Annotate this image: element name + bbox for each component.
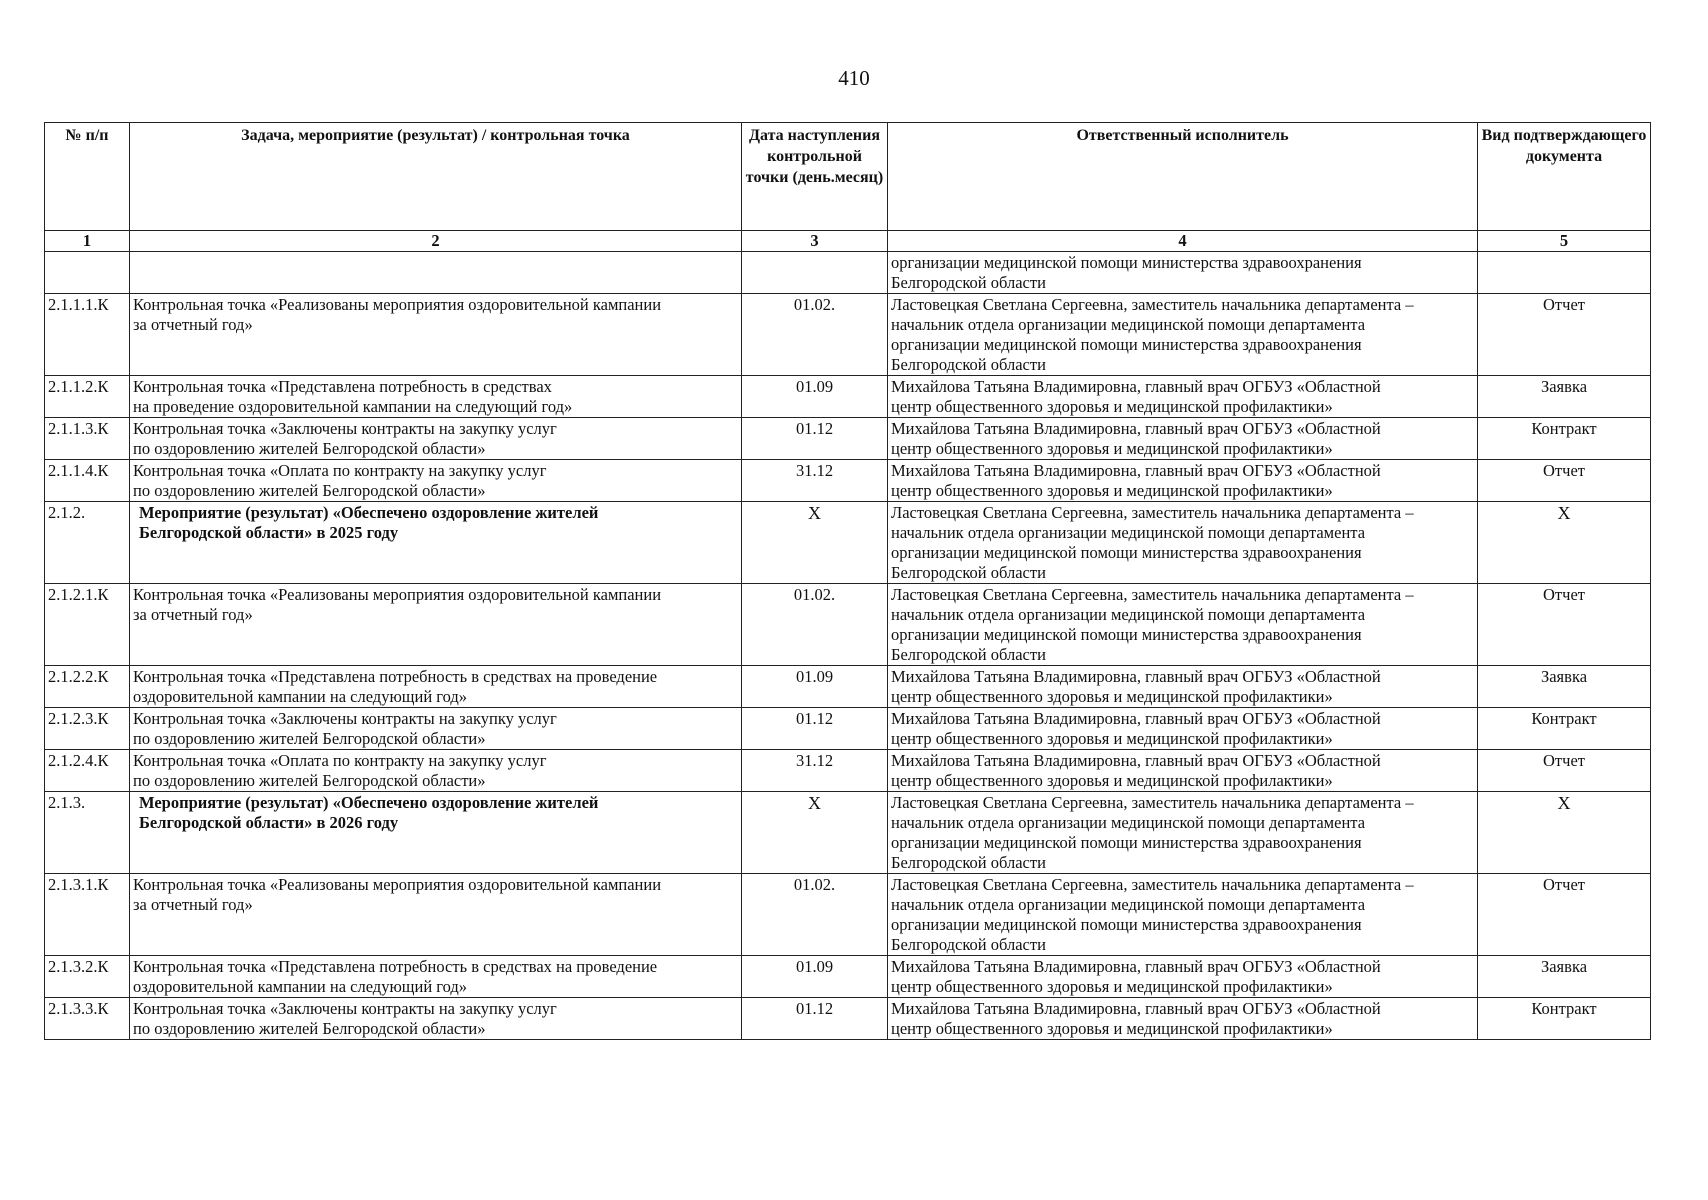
cell-number: 2.1.3.1.К [45, 874, 130, 956]
cell-number: 2.1.3.3.К [45, 998, 130, 1040]
cell-responsible: Михайлова Татьяна Владимировна, главный врач ОГБУЗ «Областной центр общественного здоровья и медицинской профилактики» [888, 666, 1478, 708]
cell-date: X [742, 792, 888, 874]
cell-number: 2.1.1.4.К [45, 460, 130, 502]
cell-date [742, 252, 888, 294]
cell-doc-type: Контракт [1478, 708, 1651, 750]
col-number: 4 [888, 231, 1478, 252]
col-number: 1 [45, 231, 130, 252]
cell-responsible: Михайлова Татьяна Владимировна, главный врач ОГБУЗ «Областной центр общественного здоровья и медицинской профилактики» [888, 998, 1478, 1040]
header-doc-type: Вид подтверждающего документа [1478, 123, 1651, 231]
cell-number: 2.1.1.1.К [45, 294, 130, 376]
cell-responsible: Михайлова Татьяна Владимировна, главный врач ОГБУЗ «Областной центр общественного здоровья и медицинской профилактики» [888, 708, 1478, 750]
cell-doc-type: X [1478, 502, 1651, 584]
cell-number: 2.1.3. [45, 792, 130, 874]
cell-task: Контрольная точка «Реализованы мероприятия оздоровительной кампании за отчетный год» [130, 294, 742, 376]
table-row [45, 666, 1651, 708]
cell-doc-type: Отчет [1478, 750, 1651, 792]
cell-number: 2.1.2.1.К [45, 584, 130, 666]
cell-task: Мероприятие (результат) «Обеспечено оздоровление жителей Белгородской области» в 2026 году [130, 792, 742, 874]
table-row [45, 956, 1651, 998]
cell-date: 31.12 [742, 750, 888, 792]
cell-date: 01.09 [742, 376, 888, 418]
table-body [45, 252, 1651, 1040]
header-num: № п/п [45, 123, 130, 231]
table-row [45, 376, 1651, 418]
cell-task: Контрольная точка «Оплата по контракту на закупку услуг по оздоровлению жителей Белгородской области» [130, 750, 742, 792]
cell-date: X [742, 502, 888, 584]
header-row [45, 123, 1651, 231]
cell-date: 01.02. [742, 874, 888, 956]
cell-doc-type: Заявка [1478, 956, 1651, 998]
cell-number: 2.1.1.3.К [45, 418, 130, 460]
header-responsible: Ответственный исполнитель [888, 123, 1478, 231]
cell-date: 01.12 [742, 708, 888, 750]
cell-date: 01.02. [742, 584, 888, 666]
cell-task: Контрольная точка «Оплата по контракту на закупку услуг по оздоровлению жителей Белгородской области» [130, 460, 742, 502]
activity-row [45, 502, 1651, 584]
table-row [45, 294, 1651, 376]
cell-date: 31.12 [742, 460, 888, 502]
cell-date: 01.09 [742, 956, 888, 998]
cell-task: Контрольная точка «Реализованы мероприятия оздоровительной кампании за отчетный год» [130, 874, 742, 956]
header-date: Дата наступления контрольной точки (день.месяц) [742, 123, 888, 231]
col-number: 2 [130, 231, 742, 252]
cell-responsible: Михайлова Татьяна Владимировна, главный врач ОГБУЗ «Областной центр общественного здоровья и медицинской профилактики» [888, 956, 1478, 998]
cell-doc-type: Отчет [1478, 874, 1651, 956]
table-row [45, 418, 1651, 460]
cell-responsible: Ластовецкая Светлана Сергеевна, заместитель начальника департамента – начальник отдела организации медицинской помощи департамента организации медицинской помощи министерства здравоохранения Белгородской области [888, 584, 1478, 666]
table-row [45, 460, 1651, 502]
cell-responsible: Михайлова Татьяна Владимировна, главный врач ОГБУЗ «Областной центр общественного здоровья и медицинской профилактики» [888, 460, 1478, 502]
cell-responsible: Михайлова Татьяна Владимировна, главный врач ОГБУЗ «Областной центр общественного здоровья и медицинской профилактики» [888, 750, 1478, 792]
cell-task [130, 252, 742, 294]
cell-task: Контрольная точка «Представлена потребность в средствах на проведение оздоровительной кампании на следующий год» [130, 376, 742, 418]
cell-number: 2.1.2.2.К [45, 666, 130, 708]
cell-number: 2.1.2.4.К [45, 750, 130, 792]
cell-doc-type [1478, 252, 1651, 294]
cell-date: 01.09 [742, 666, 888, 708]
table-row [45, 708, 1651, 750]
cell-doc-type: Отчет [1478, 460, 1651, 502]
table-row [45, 750, 1651, 792]
cell-date: 01.12 [742, 998, 888, 1040]
cell-date: 01.12 [742, 418, 888, 460]
cell-doc-type: Отчет [1478, 294, 1651, 376]
col-number: 5 [1478, 231, 1651, 252]
column-number-row [45, 231, 1651, 252]
cell-task: Контрольная точка «Представлена потребность в средствах на проведение оздоровительной кампании на следующий год» [130, 956, 742, 998]
cell-responsible: Ластовецкая Светлана Сергеевна, заместитель начальника департамента – начальник отдела организации медицинской помощи департамента организации медицинской помощи министерства здравоохранения Белгородской области [888, 874, 1478, 956]
cell-date: 01.02. [742, 294, 888, 376]
table-row [45, 584, 1651, 666]
cell-task: Контрольная точка «Заключены контракты на закупку услуг по оздоровлению жителей Белгородской области» [130, 708, 742, 750]
cell-number: 2.1.2. [45, 502, 130, 584]
cell-number [45, 252, 130, 294]
cell-responsible: Ластовецкая Светлана Сергеевна, заместитель начальника департамента – начальник отдела организации медицинской помощи департамента организации медицинской помощи министерства здравоохранения Белгородской области [888, 792, 1478, 874]
cell-doc-type: Заявка [1478, 376, 1651, 418]
header-task: Задача, мероприятие (результат) / контрольная точка [130, 123, 742, 231]
cell-number: 2.1.3.2.К [45, 956, 130, 998]
table-row [45, 874, 1651, 956]
table-row [45, 998, 1651, 1040]
control-points-table [44, 122, 1651, 1040]
page-number: 410 [838, 66, 870, 90]
cell-doc-type: Контракт [1478, 418, 1651, 460]
cell-task: Контрольная точка «Заключены контракты на закупку услуг по оздоровлению жителей Белгородской области» [130, 998, 742, 1040]
cell-responsible: Михайлова Татьяна Владимировна, главный врач ОГБУЗ «Областной центр общественного здоровья и медицинской профилактики» [888, 376, 1478, 418]
cell-responsible: организации медицинской помощи министерства здравоохранения Белгородской области [888, 252, 1478, 294]
cell-task: Мероприятие (результат) «Обеспечено оздоровление жителей Белгородской области» в 2025 году [130, 502, 742, 584]
cell-responsible: Ластовецкая Светлана Сергеевна, заместитель начальника департамента – начальник отдела организации медицинской помощи департамента организации медицинской помощи министерства здравоохранения Белгородской области [888, 502, 1478, 584]
cell-task: Контрольная точка «Заключены контракты на закупку услуг по оздоровлению жителей Белгородской области» [130, 418, 742, 460]
cell-number: 2.1.1.2.К [45, 376, 130, 418]
cell-doc-type: Заявка [1478, 666, 1651, 708]
cell-responsible: Михайлова Татьяна Владимировна, главный врач ОГБУЗ «Областной центр общественного здоровья и медицинской профилактики» [888, 418, 1478, 460]
table-row [45, 252, 1651, 294]
cell-number: 2.1.2.3.К [45, 708, 130, 750]
cell-doc-type: Контракт [1478, 998, 1651, 1040]
cell-doc-type: Отчет [1478, 584, 1651, 666]
cell-responsible: Ластовецкая Светлана Сергеевна, заместитель начальника департамента – начальник отдела организации медицинской помощи департамента организации медицинской помощи министерства здравоохранения Белгородской области [888, 294, 1478, 376]
activity-row [45, 792, 1651, 874]
col-number: 3 [742, 231, 888, 252]
cell-task: Контрольная точка «Представлена потребность в средствах на проведение оздоровительной кампании на следующий год» [130, 666, 742, 708]
cell-doc-type: X [1478, 792, 1651, 874]
cell-task: Контрольная точка «Реализованы мероприятия оздоровительной кампании за отчетный год» [130, 584, 742, 666]
